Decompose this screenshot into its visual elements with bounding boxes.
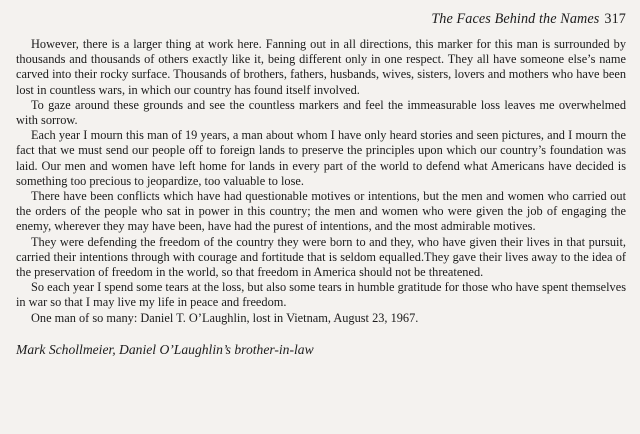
paragraph-tears: So each year I spend some tears at the loss, but also some tears in humble gratitude for those who have spent themselves in war so that I may live my life in peace and freedom. (16, 280, 626, 310)
running-head (16, 11, 626, 28)
book-title: The Faces Behind the Names (431, 11, 600, 27)
paragraph-each-year: Each year I mourn this man of 19 years, a man about whom I have only heard stories and seen pictures, and I mourn the fact that we must send our people off to foreign lands to preserve the principles upon which our country’s foundation was laid. Our men and women have left home for lands in every part of the world to defend what Americans have decided is something too precious to jeopardize, too valuable to lose. (16, 128, 626, 188)
paragraph-larger-thing: However, there is a larger thing at work here. Fanning out in all directions, this marker for this man is surrounded by thousands and thousands of others exactly like it, being different only in one respect. They all have someone else’s name carved into their rocky surface. Thousands of brothers, fathers, husbands, wives, sisters, lovers and mothers who have been lost in countless wars, in which our country has found itself involved. (16, 37, 626, 97)
body-text (16, 37, 626, 326)
paragraph-defending-freedom: They were defending the freedom of the country they were born to and they, who have given their lives in that pursuit, carried their intentions through with courage and fortitude that is seldom equalled.They gave their lives away to the idea of the preservation of freedom in the world, so that freedom in America should not be threatened. (16, 234, 626, 280)
paragraph-one-man: One man of so many: Daniel T. O’Laughlin, lost in Vietnam, August 23, 1967. (31, 310, 419, 325)
author-byline: Mark Schollmeier, Daniel O’Laughlin’s brother-in-law (16, 341, 314, 357)
page-number: 317 (604, 11, 626, 27)
paragraph-conflicts: There have been conflicts which have had questionable motives or intentions, but the men and women who carried out the orders of the people who sat in power in this country; the men and women who were given the job of engaging the enemy, wherever they may have been, have had the purest of intentions, and the most admirable motives. (16, 189, 626, 234)
paragraph-gaze-around: To gaze around these grounds and see the countless markers and feel the immeasurable loss leaves me overwhelmed with sorrow. (16, 97, 626, 128)
